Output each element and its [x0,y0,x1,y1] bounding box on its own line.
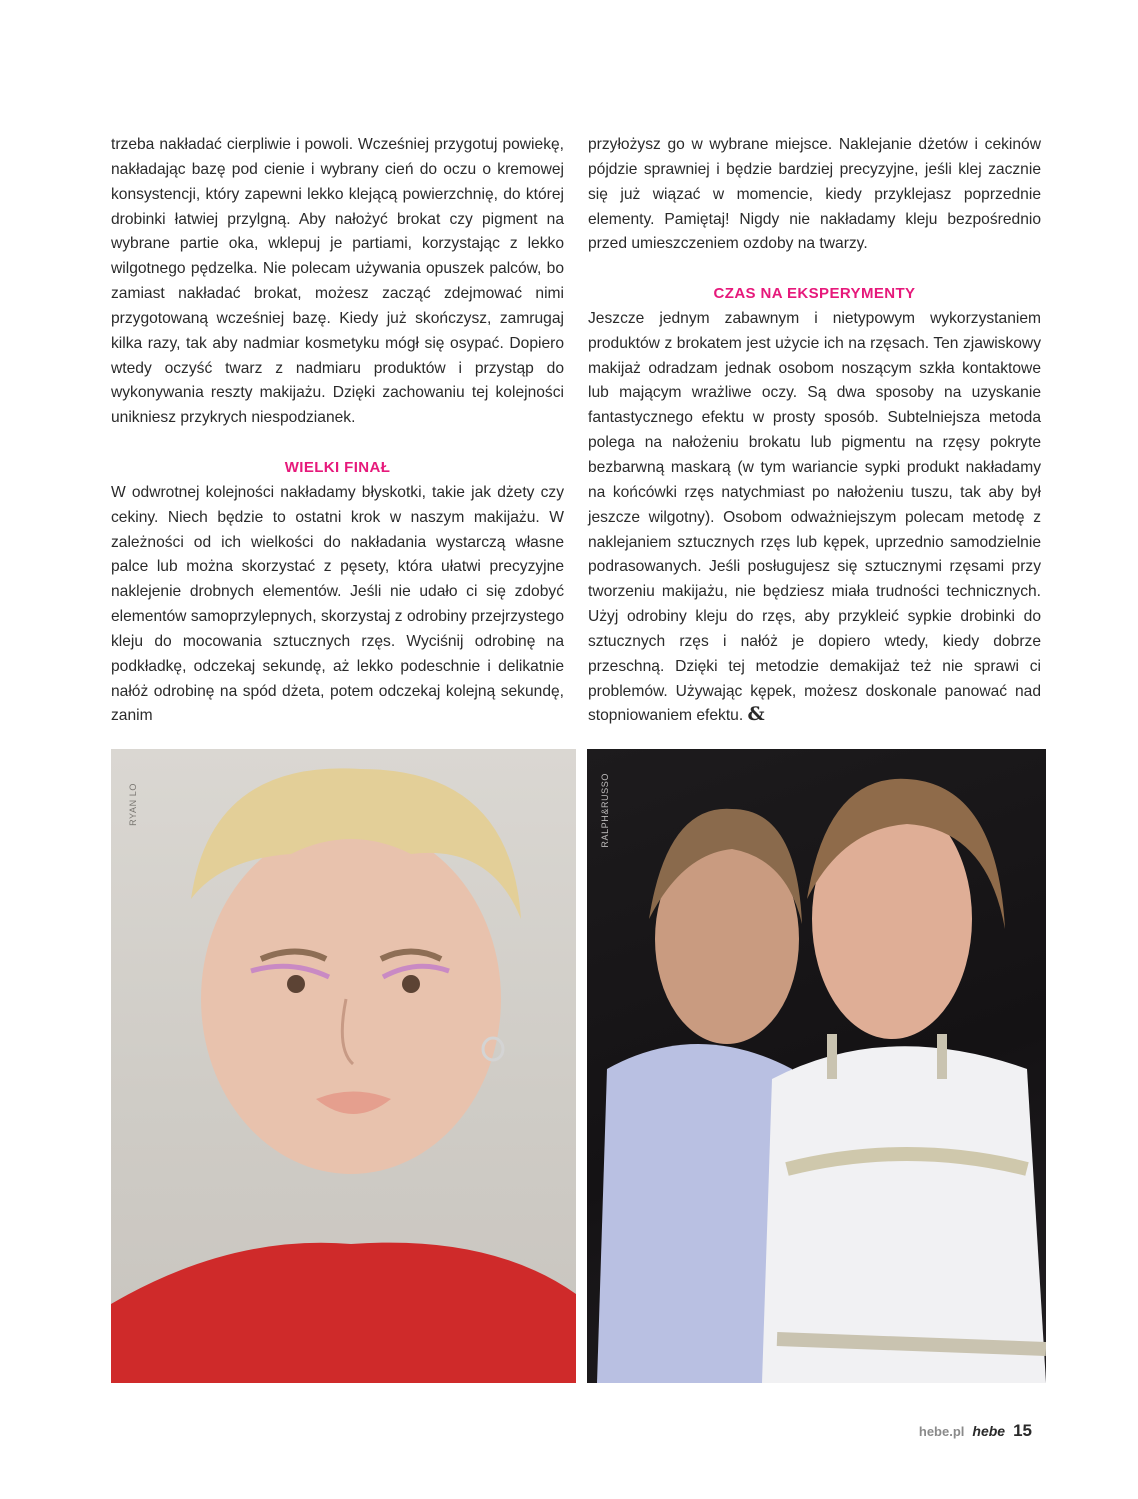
end-mark-icon: & [747,703,765,726]
portrait-illustration [111,749,576,1383]
article-paragraph: przyłożysz go w wybrane miejsce. Naklejanie dżetów i cekinów pójdzie sprawniej i będzie bardziej precyzyjne, jeśli klej zacznie się już wiązać w momencie, kiedy przyklejasz poprzednie elementy. Pamiętaj! Nigdy nie nakładamy kleju bezpośrednio przed umieszczeniem ozdoby na twarzy. [588,136,1041,253]
section-heading-czas-na-eksperymenty: CZAS NA EKSPERYMENTY [713,285,916,303]
models-illustration [587,749,1046,1383]
section-heading-wielki-final: WIELKI FINAŁ [284,458,391,476]
article-paragraph-text: Jeszcze jednym zabawnym i nietypowym wykorzystaniem produktów z brokatem jest użycie ich na rzęsach. Ten zjawiskowy makijaż odradzam jednak osobom noszącym szkła kontaktowe lub mającym wrażliwe oczy. Są dwa sposoby na uzyskanie fantastycznego efektu w prosty sposób. Subtelniejsza metoda polega na nałożeniu brokatu lub pigmentu na rzęsy pokryte bezbarwną maskarą (w tym wariancie sypki produkt nakładamy na końcówki rzęs natychmiast po nałożeniu tuszu, tak aby był jeszcze wilgotny). Osobom odważniejszym polecam metodę z naklejaniem sztucznych rzęs lub kępek, uprzednio samodzielnie podrasowanych. Jeśli posługujesz się sztucznymi rzęsami przy tworzeniu makijażu, nie będziesz miała trudności technicznych. Użyj odrobiny kleju do rzęs, aby przykleić sypkie drobinki do sztucznych rzęs i nałóż je dopiero wtedy, kiedy dobrze przeschną. Dzięki tej metodzie demakijaż też nie sprawi ci problemów. Używając kępek, możesz doskonale panować nad stopniowaniem efektu. [588,309,1041,725]
photo-credit-left: RYAN LO [128,783,138,826]
article-paragraph: W odwrotnej kolejności nakładamy błyskotki, takie jak dżety czy cekiny. Niech będzie to ostatni krok w naszym makijażu. W zależności od ich wielkości do nakładania wystarczą własne palce lub można skorzystać z pęsety, która ułatwi precyzyjne naklejenie drobnych elementów. Jeśli nie udało ci się zdobyć elementów samoprzylepnych, skorzystaj z odrobiny przejrzystego kleju do mocowania sztucznych rzęs. Wyciśnij odrobinę na podkładkę, odczekaj sekundę, aż lekko podeschnie i delikatnie nałóż odrobinę na spód dżeta, potem odczekaj kolejną sekundę, zanim [111,483,564,725]
article-left-column [111,133,564,729]
footer-brand-logo: hebe [972,1423,1006,1439]
photo-model-glitter-lashes [111,749,576,1383]
photo-credit-right: RALPH&RUSSO [600,773,610,848]
page-number: 15 [1013,1421,1032,1440]
footer-site-url: hebe.pl [918,1424,965,1439]
article-paragraph [588,307,1041,729]
article-paragraph: trzeba nakładać cierpliwie i powoli. Wcześniej przygotuj powiekę, nakładając bazę pod cienie i wybrany cień do oczu o kremowej konsystencji, który zapewni lekko klejącą powierzchnię, do której drobinki łatwiej przylgną. Aby nałożyć brokat czy pigment na wybrane partie oka, wklepuj je partiami, korzystając z lekko wilgotnego pędzelka. Nie polecam używania opuszek palców, bo zamiast nakładać brokat, możesz zacząć zdejmować nimi przygotowaną wcześniej bazę. Kiedy już skończysz, zamrugaj kilka razy, tak aby nadmiar kosmetyku mógł się osypać. Dopiero wtedy oczyść twarz z nadmiaru produktów i przystąp do wykonywania reszty makijażu. Dzięki zachowaniu tej kolejności unikniesz przykrych niespodzianek. [111,136,564,427]
article-right-column [588,133,1041,729]
page-footer [919,1421,1032,1441]
photo-models-backstage [587,749,1046,1383]
